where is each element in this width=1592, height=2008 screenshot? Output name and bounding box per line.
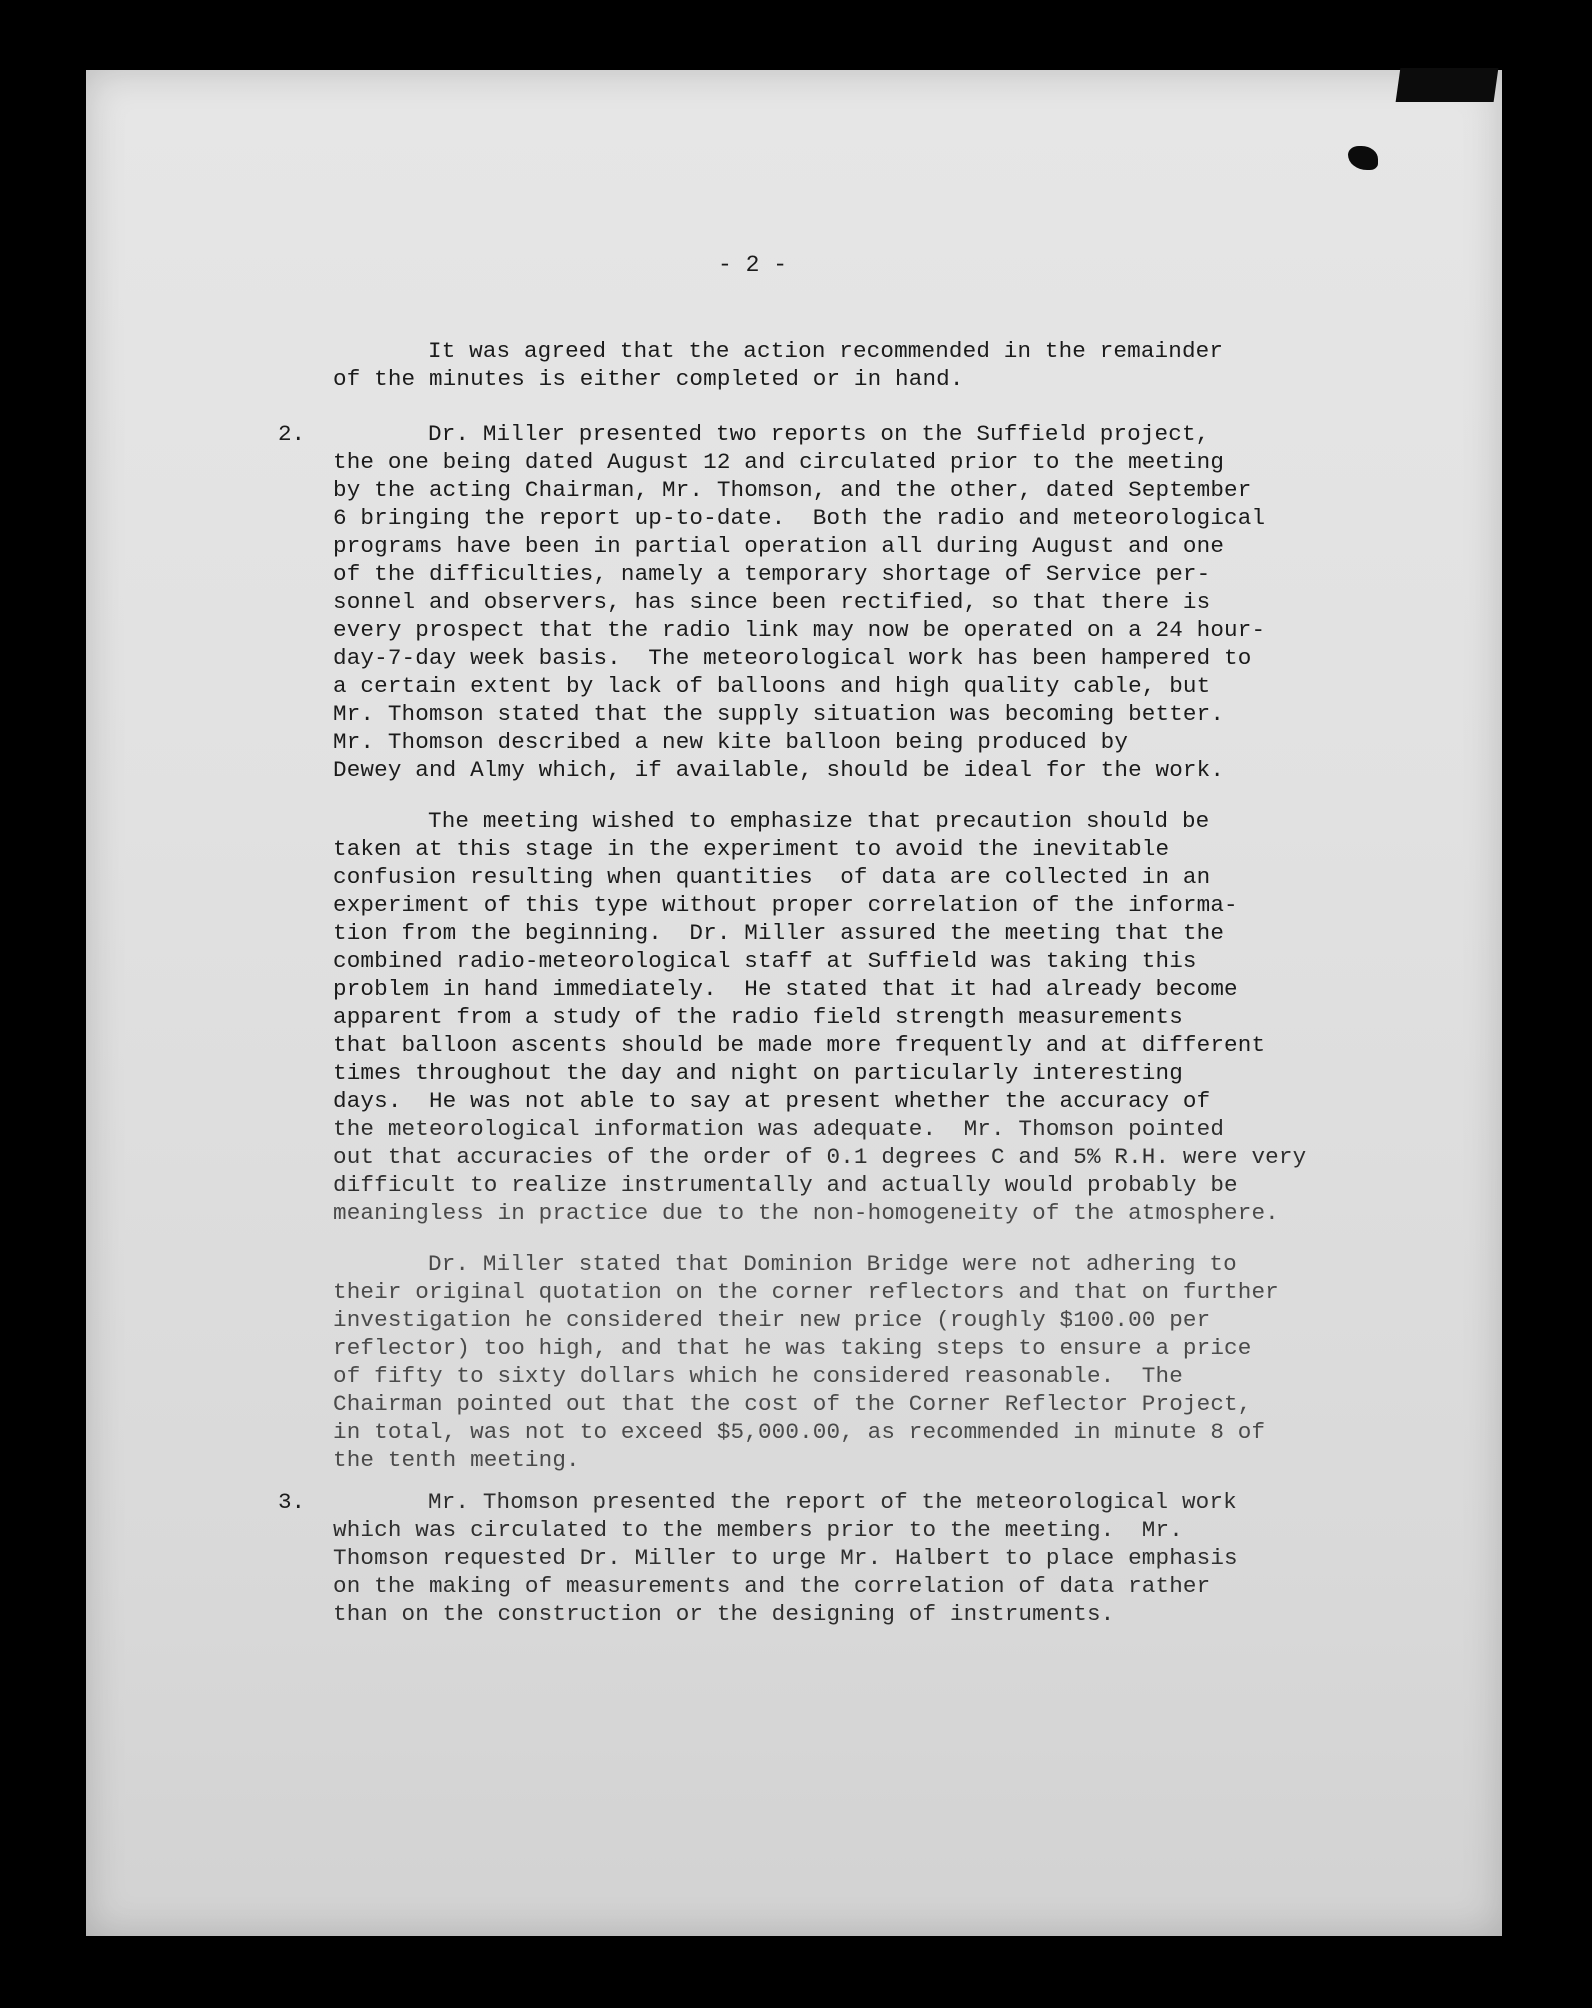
paragraph-line: The meeting wished to emphasize that precaution should be	[428, 808, 1210, 834]
item-number: 3.	[278, 1489, 306, 1515]
paragraph-line: apparent from a study of the radio field strength measurements	[333, 1004, 1183, 1030]
paragraph-line: days. He was not able to say at present whether the accuracy of	[333, 1088, 1211, 1114]
paragraph-line: their original quotation on the corner reflectors and that on further	[333, 1279, 1279, 1305]
paragraph-line: meaningless in practice due to the non-homogeneity of the atmosphere.	[333, 1200, 1279, 1226]
paragraph-line: of the difficulties, namely a temporary shortage of Service per-	[333, 561, 1211, 587]
paragraph-line: difficult to realize instrumentally and actually would probably be	[333, 1172, 1238, 1198]
paragraph-line: Thomson requested Dr. Miller to urge Mr. Halbert to place emphasis	[333, 1545, 1238, 1571]
paragraph-line: a certain extent by lack of balloons and high quality cable, but	[333, 673, 1211, 699]
paragraph-line: tion from the beginning. Dr. Miller assured the meeting that the	[333, 920, 1225, 946]
paragraph-line: investigation he considered their new price (roughly $100.00 per	[333, 1307, 1211, 1333]
paragraph-line: Mr. Thomson described a new kite balloon being produced by	[333, 729, 1129, 755]
paragraph-line: day-7-day week basis. The meteorological work has been hampered to	[333, 645, 1252, 671]
paragraph-line: Mr. Thomson stated that the supply situation was becoming better.	[333, 701, 1225, 727]
film-edge-mark	[1396, 68, 1499, 102]
intro-line: It was agreed that the action recommended in the remainder	[428, 338, 1224, 364]
paragraph-line: experiment of this type without proper correlation of the informa-	[333, 892, 1238, 918]
paragraph-line: than on the construction or the designing of instruments.	[333, 1601, 1115, 1627]
paragraph-line: 6 bringing the report up-to-date. Both the radio and meteorological	[333, 505, 1266, 531]
paragraph-line: the meteorological information was adequate. Mr. Thomson pointed	[333, 1116, 1225, 1142]
paragraph-line: of fifty to sixty dollars which he considered reasonable. The	[333, 1363, 1183, 1389]
paragraph-line: Dr. Miller presented two reports on the Suffield project,	[428, 421, 1210, 447]
paragraph-line: taken at this stage in the experiment to avoid the inevitable	[333, 836, 1170, 862]
paragraph-line: which was circulated to the members prior to the meeting. Mr.	[333, 1517, 1183, 1543]
paragraph-line: the tenth meeting.	[333, 1447, 580, 1473]
paragraph-line: on the making of measurements and the correlation of data rather	[333, 1573, 1211, 1599]
paragraph-line: programs have been in partial operation all during August and one	[333, 533, 1225, 559]
item-number: 2.	[278, 421, 306, 447]
paragraph-line: Dr. Miller stated that Dominion Bridge were not adhering to	[428, 1251, 1237, 1277]
paragraph-line: in total, was not to exceed $5,000.00, as recommended in minute 8 of	[333, 1419, 1266, 1445]
paragraph-line: Dewey and Almy which, if available, should be ideal for the work.	[333, 757, 1225, 783]
paragraph-line: reflector) too high, and that he was taking steps to ensure a price	[333, 1335, 1252, 1361]
paragraph-line: out that accuracies of the order of 0.1 degrees C and 5% R.H. were very	[333, 1144, 1307, 1170]
page-number: - 2 -	[718, 252, 788, 278]
paragraph-line: confusion resulting when quantities of data are collected in an	[333, 864, 1211, 890]
paragraph-line: Chairman pointed out that the cost of the Corner Reflector Project,	[333, 1391, 1252, 1417]
paragraph-line: by the acting Chairman, Mr. Thomson, and the other, dated September	[333, 477, 1252, 503]
paragraph-line: the one being dated August 12 and circulated prior to the meeting	[333, 449, 1225, 475]
paragraph-line: that balloon ascents should be made more frequently and at different	[333, 1032, 1266, 1058]
paragraph-line: combined radio-meteorological staff at Suffield was taking this	[333, 948, 1197, 974]
paragraph-line: sonnel and observers, has since been rectified, so that there is	[333, 589, 1211, 615]
intro-line: of the minutes is either completed or in hand.	[333, 366, 964, 392]
paragraph-line: problem in hand immediately. He stated that it had already become	[333, 976, 1238, 1002]
paragraph-line: Mr. Thomson presented the report of the meteorological work	[428, 1489, 1237, 1515]
paragraph-line: times throughout the day and night on particularly interesting	[333, 1060, 1183, 1086]
paragraph-line: every prospect that the radio link may now be operated on a 24 hour-	[333, 617, 1266, 643]
